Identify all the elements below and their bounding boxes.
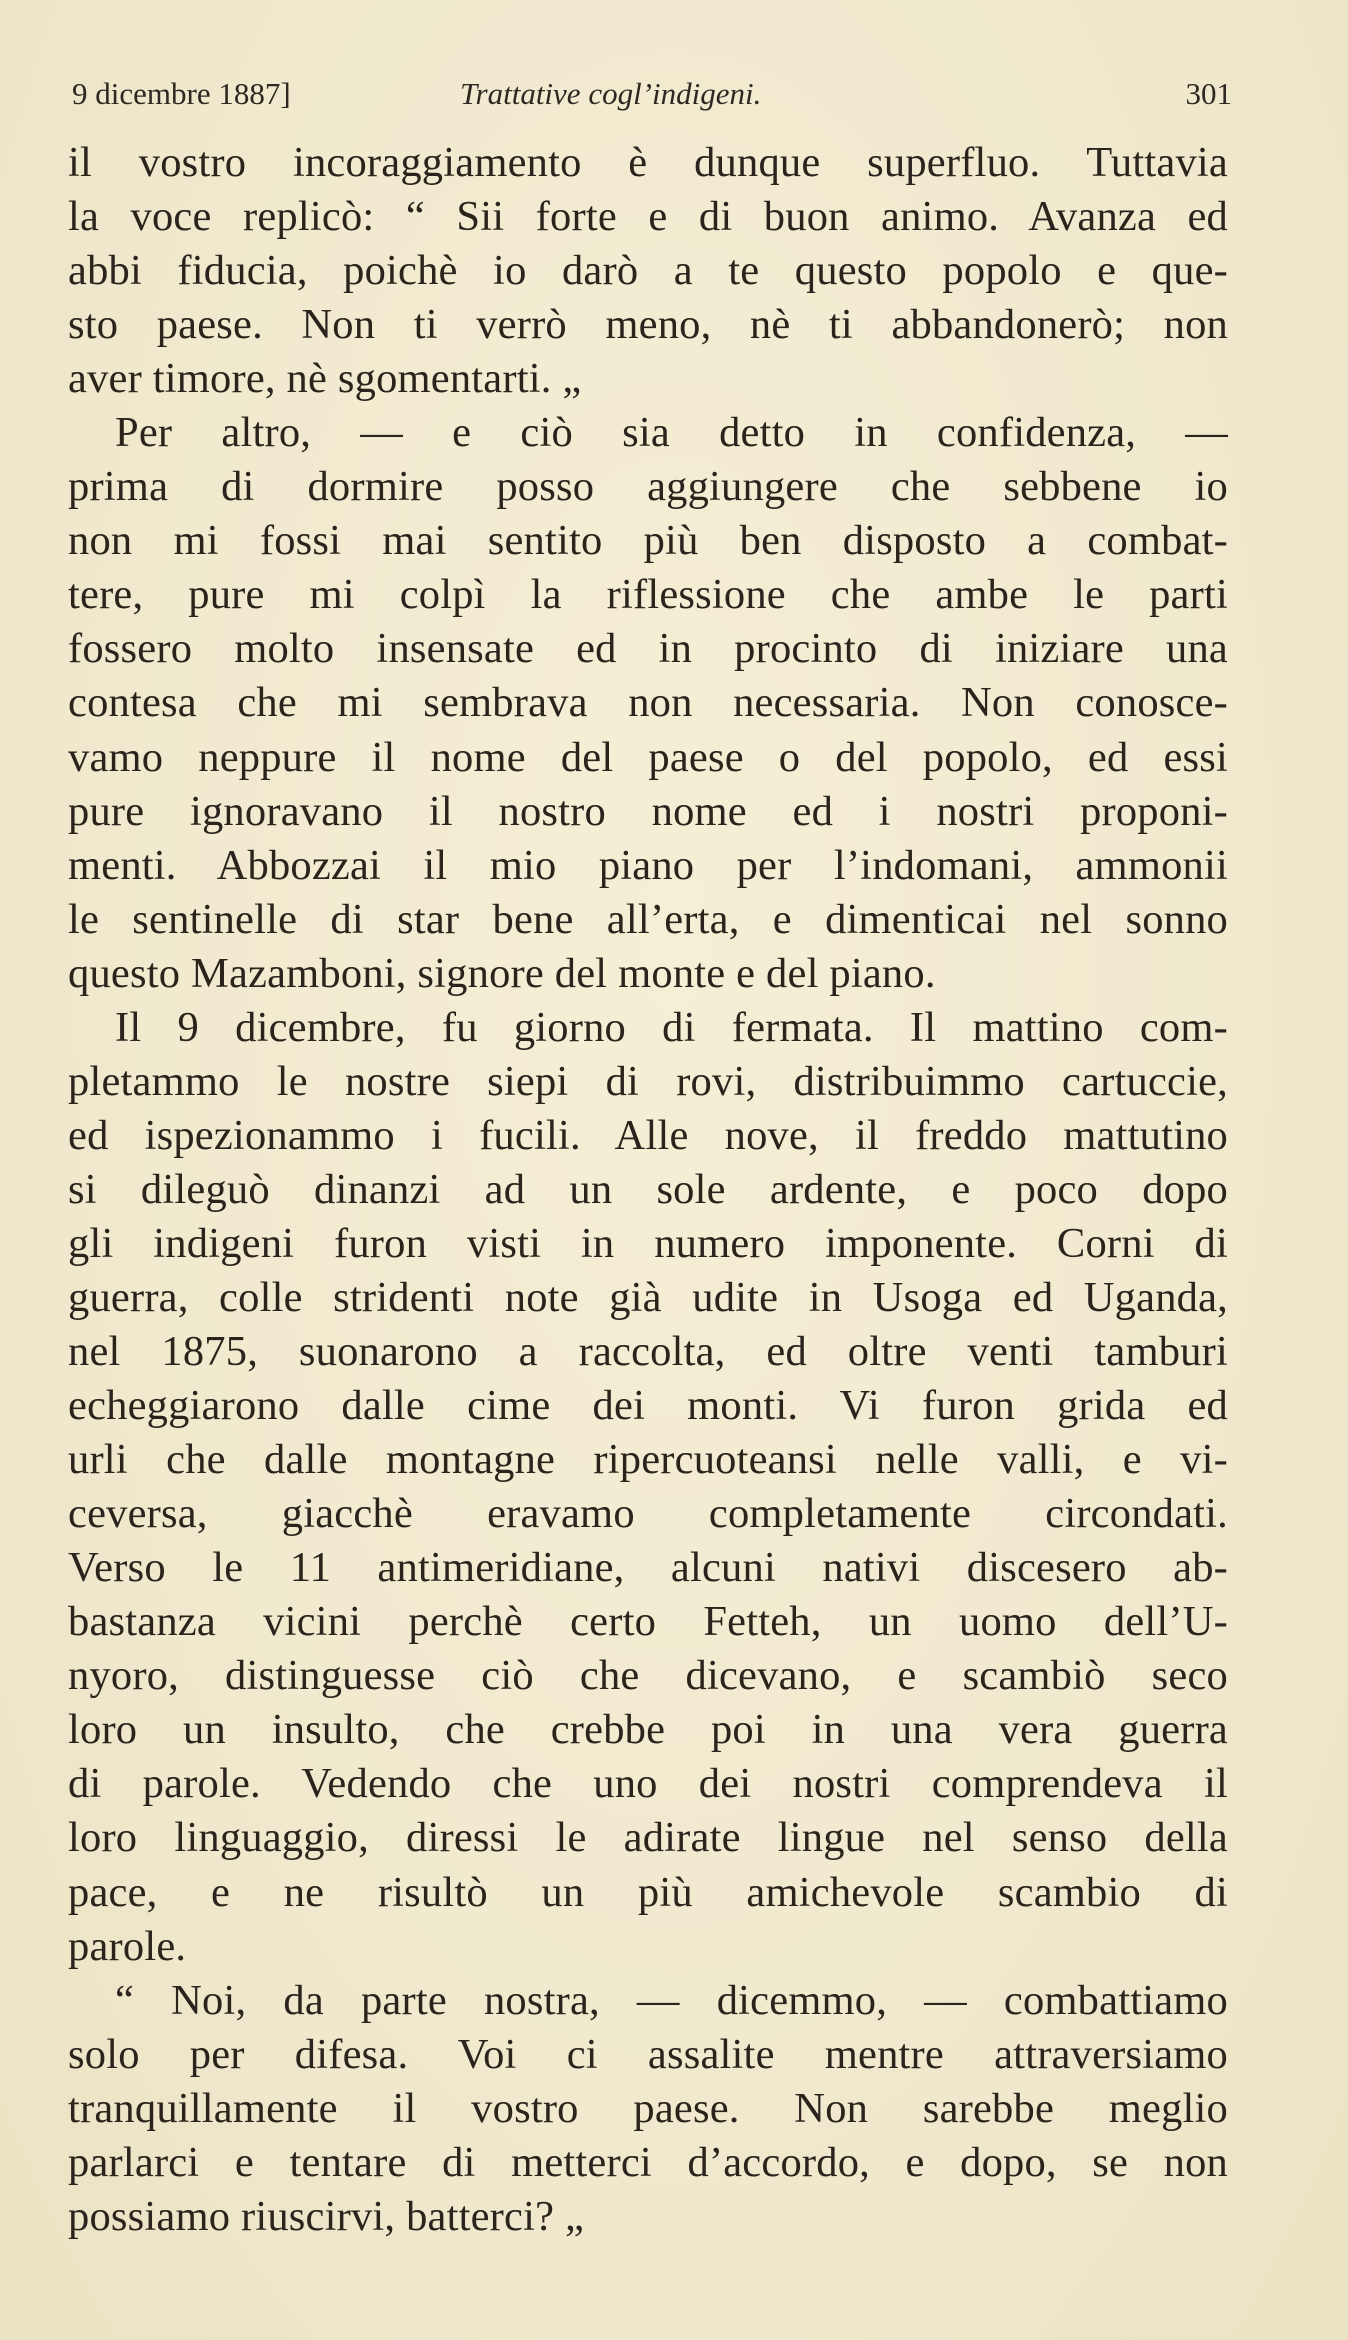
text-line: Il 9 dicembre, fu giorno di fermata. Il mattino com- [115, 1003, 1228, 1051]
body-text [68, 136, 1228, 2244]
text-line: la voce replicò: “ Sii forte e di buon animo. Avanza ed [68, 193, 1228, 241]
text-line: loro linguaggio, diressi le adirate lingue nel senso della [68, 1814, 1228, 1862]
text-line: guerra, colle stridenti note già udite in Usoga ed Uganda, [68, 1273, 1228, 1321]
text-line: urli che dalle montagne ripercuoteansi nelle valli, e vi- [68, 1436, 1228, 1484]
text-line: tere, pure mi colpì la riflessione che ambe le parti [68, 571, 1228, 619]
text-line: Per altro, — e ciò sia detto in confidenza, — [115, 409, 1228, 457]
text-line: solo per difesa. Voi ci assalite mentre attraversiamo [68, 2030, 1228, 2078]
text-line: pure ignoravano il nostro nome ed i nostri proponi- [68, 787, 1228, 835]
text-line: pace, e ne risultò un più amichevole scambio di [68, 1868, 1228, 1916]
text-line: ceversa, giacchè eravamo completamente circondati. [68, 1490, 1228, 1538]
text-line: abbi fiducia, poichè io darò a te questo popolo e que- [68, 247, 1228, 295]
text-line: fossero molto insensate ed in procinto di iniziare una [68, 625, 1228, 673]
text-line: nyoro, distinguesse ciò che dicevano, e scambiò seco [68, 1652, 1228, 1700]
text-line: nel 1875, suonarono a raccolta, ed oltre venti tamburi [68, 1328, 1228, 1376]
running-head-date: 9 dicembre 1887] [72, 76, 291, 111]
running-head-title: Trattative cogl’indigeni. [460, 76, 762, 111]
text-line: parole. [68, 1922, 187, 1970]
text-line: di parole. Vedendo che uno dei nostri comprendeva il [68, 1760, 1228, 1808]
text-line: ed ispezionammo i fucili. Alle nove, il freddo mattutino [68, 1111, 1228, 1159]
text-line: si dileguò dinanzi ad un sole ardente, e poco dopo [68, 1165, 1228, 1213]
text-line: Verso le 11 antimeridiane, alcuni nativi discesero ab- [68, 1544, 1228, 1592]
text-line: possiamo riuscirvi, batterci? „ [68, 2192, 585, 2240]
text-line: aver timore, nè sgomentarti. „ [68, 355, 582, 403]
text-line: echeggiarono dalle cime dei monti. Vi furon grida ed [68, 1382, 1228, 1430]
text-line: tranquillamente il vostro paese. Non sarebbe meglio [68, 2084, 1228, 2132]
text-line: loro un insulto, che crebbe poi in una vera guerra [68, 1706, 1228, 1754]
text-line: le sentinelle di star bene all’erta, e dimenticai nel sonno [68, 895, 1228, 943]
text-line: bastanza vicini perchè certo Fetteh, un uomo dell’U- [68, 1598, 1228, 1646]
page-number: 301 [1185, 76, 1232, 111]
running-head [72, 72, 1232, 116]
text-line: vamo neppure il nome del paese o del popolo, ed essi [68, 733, 1228, 781]
text-line: contesa che mi sembrava non necessaria. Non conosce- [68, 679, 1228, 727]
text-line: il vostro incoraggiamento è dunque superfluo. Tuttavia [68, 139, 1228, 186]
text-line: questo Mazamboni, signore del monte e del piano. [68, 949, 936, 997]
text-line: sto paese. Non ti verrò meno, nè ti abbandonerò; non [68, 301, 1228, 349]
text-line: “ Noi, da parte nostra, — dicemmo, — combattiamo [115, 1976, 1228, 2024]
text-line: gli indigeni furon visti in numero imponente. Corni di [68, 1219, 1228, 1267]
text-line: non mi fossi mai sentito più ben disposto a combat- [68, 517, 1228, 565]
text-line: parlarci e tentare di metterci d’accordo, e dopo, se non [68, 2138, 1228, 2186]
text-line: pletammo le nostre siepi di rovi, distribuimmo cartuccie, [68, 1057, 1228, 1105]
text-line: prima di dormire posso aggiungere che sebbene io [68, 463, 1228, 511]
text-line: menti. Abbozzai il mio piano per l’indomani, ammonii [68, 841, 1228, 889]
